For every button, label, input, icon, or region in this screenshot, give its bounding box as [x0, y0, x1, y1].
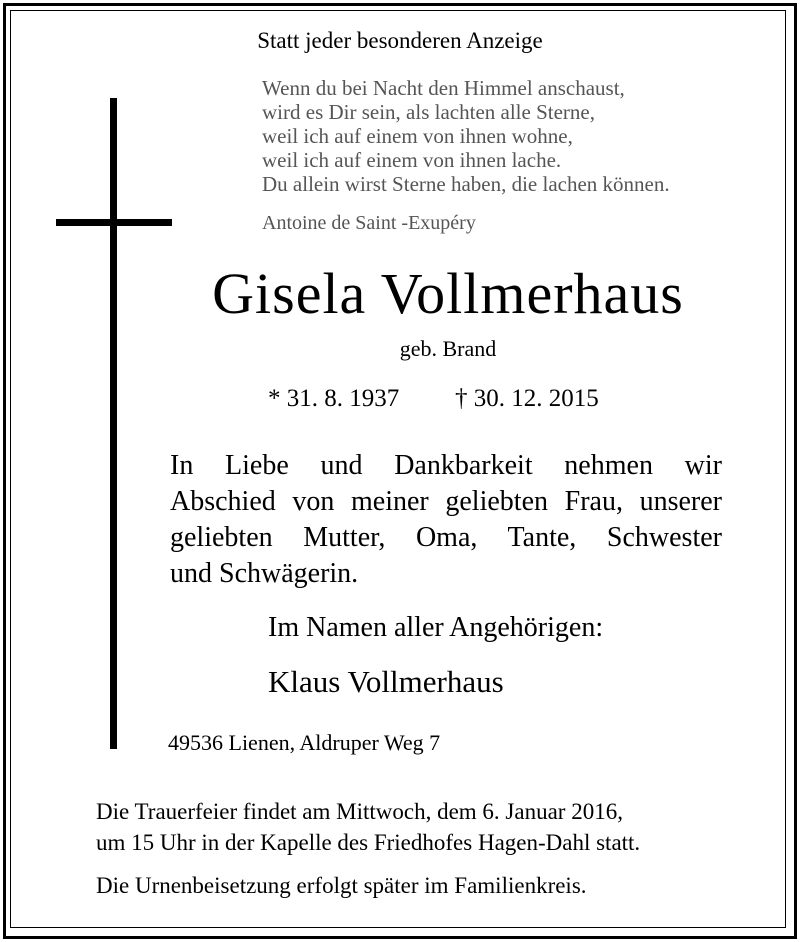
funeral-line: Die Trauerfeier findet am Mittwoch, dem 6. Januar 2016, — [96, 799, 623, 824]
message-line: und Schwägerin. — [170, 558, 359, 589]
deceased-name: Gisela Vollmerhaus — [212, 261, 684, 326]
birth-date: * 31. 8. 1937 — [268, 385, 400, 412]
poem-author: Antoine de Saint -Exupéry — [262, 212, 476, 234]
poem-line: wird es Dir sein, als lachten alle Sterne, — [262, 100, 595, 124]
death-date: † 30. 12. 2015 — [455, 385, 599, 412]
burial-info: Die Urnenbeisetzung erfolgt später im Familienkreis. — [96, 873, 587, 898]
on-behalf-line: Im Namen aller Angehörigen: — [268, 612, 604, 643]
funeral-info — [96, 796, 640, 858]
poem-line: weil ich auf einem von ihnen lache. — [262, 148, 562, 172]
farewell-message — [170, 448, 722, 592]
message-line: Abschied von meiner geliebten Frau, unserer — [170, 486, 722, 517]
announcement-header: Statt jeder besonderen Anzeige — [257, 28, 543, 53]
maiden-name: geb. Brand — [399, 336, 497, 361]
address: 49536 Lienen, Aldruper Weg 7 — [168, 730, 441, 755]
poem-line: Du allein wirst Sterne haben, die lachen können. — [262, 172, 670, 196]
message-line: In Liebe und Dankbarkeit nehmen wir — [170, 450, 722, 481]
cross-vertical-bar — [110, 98, 117, 749]
poem-line: weil ich auf einem von ihnen wohne, — [262, 124, 573, 148]
funeral-line: um 15 Uhr in der Kapelle des Friedhofes Hagen-Dahl statt. — [96, 830, 641, 855]
poem-block — [262, 76, 670, 196]
signer-name: Klaus Vollmerhaus — [268, 664, 504, 699]
message-line: geliebten Mutter, Oma, Tante, Schwester — [170, 522, 722, 553]
cross-horizontal-bar — [56, 219, 172, 226]
poem-line: Wenn du bei Nacht den Himmel anschaust, — [262, 76, 625, 100]
